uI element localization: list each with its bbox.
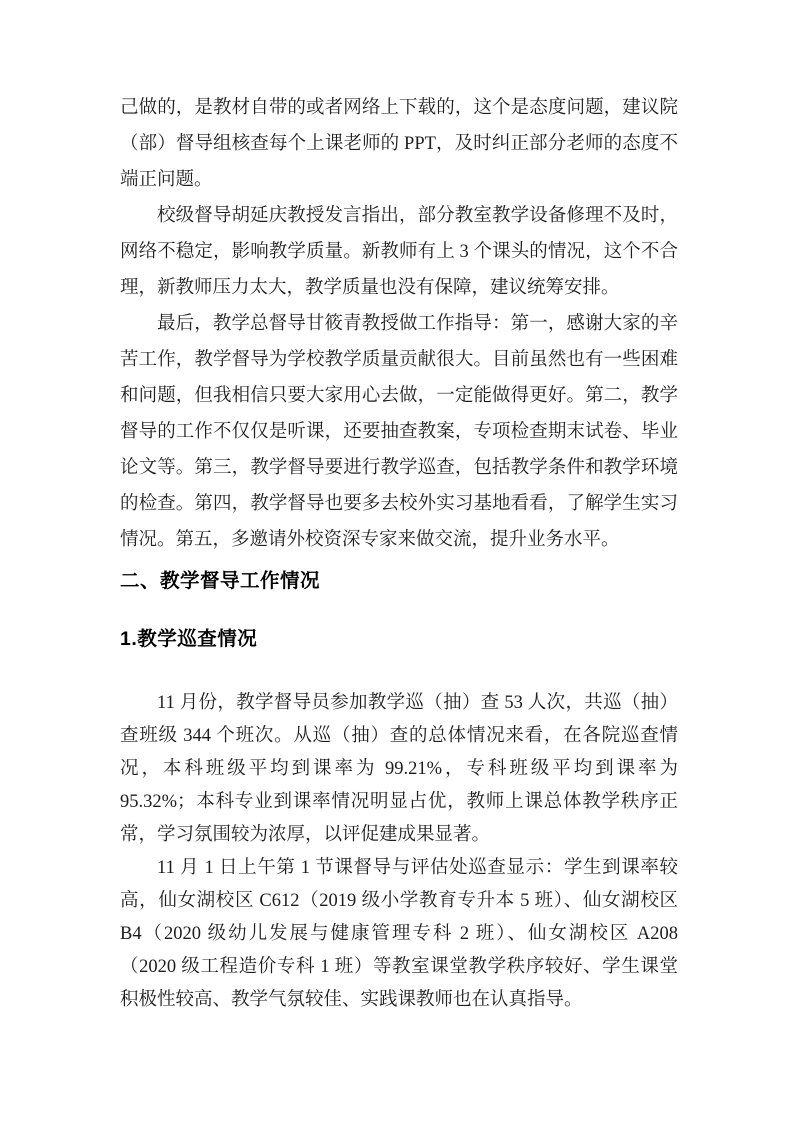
section-heading: 二、教学督导工作情况 (120, 570, 321, 592)
paragraph-nov1-inspection-detail: 11 月 1 日上午第 1 节课督导与评估处巡查显示：学生到课率较高，仙女湖校区 C612（2019 级小学教育专升本 5 班）、仙女湖校区 B4（2020 级幼儿发展与健康管理专科 2 班）、仙女湖校区 A208（2020 级工程造价专科 1 班）等教室课堂教学秩序较好、学生课堂积极性较高、教学气氛较佳、实践课教师也在认真指导。 (120, 858, 678, 1010)
subsection-heading: 1.教学巡查情况 (120, 628, 258, 650)
paragraph-chief-supervisor-guidance: 最后，教学总督导甘筱青教授做工作指导：第一，感谢大家的辛苦工作，教学督导为学校教学质量贡献很大。目前虽然也有一些困难和问题，但我相信只要大家用心去做，一定能做得更好。第二，教学督导的工作不仅仅是听课，还要抽查教案，专项检查期末试卷、毕业论文等。第三，教学督导要进行教学巡查，包括教学条件和教学环境的检查。第四，教学督导也要多去校外实习基地看看，了解学生实习情况。第五，多邀请外校资深专家来做交流，提升业务水平。 (120, 314, 678, 550)
paragraph-ppt-attitude: 己做的，是教材自带的或者网络上下载的，这个是态度问题，建议院（部）督导组核查每个上课老师的 PPT，及时纠正部分老师的态度不端正问题。 (120, 98, 678, 190)
paragraph-inspection-statistics: 11 月份，教学督导员参加教学巡（抽）查 53 人次，共巡（抽）查班级 344 个班次。从巡（抽）查的总体情况来看，在各院巡查情况，本科班级平均到课率为 99.21%，专科班级平均到课率为 95.32%；本科专业到课率情况明显占优，教师上课总体教学秩序正常，学习氛围较为浓厚，以评促建成果显著。 (120, 693, 678, 845)
paragraph-supervisor-hu-remarks: 校级督导胡延庆教授发言指出，部分教室教学设备修理不及时，网络不稳定，影响教学质量。新教师有上 3 个课头的情况，这个不合理，新教师压力太大，教学质量也没有保障，建议统筹安排。 (120, 206, 678, 298)
document-body (120, 90, 678, 1017)
